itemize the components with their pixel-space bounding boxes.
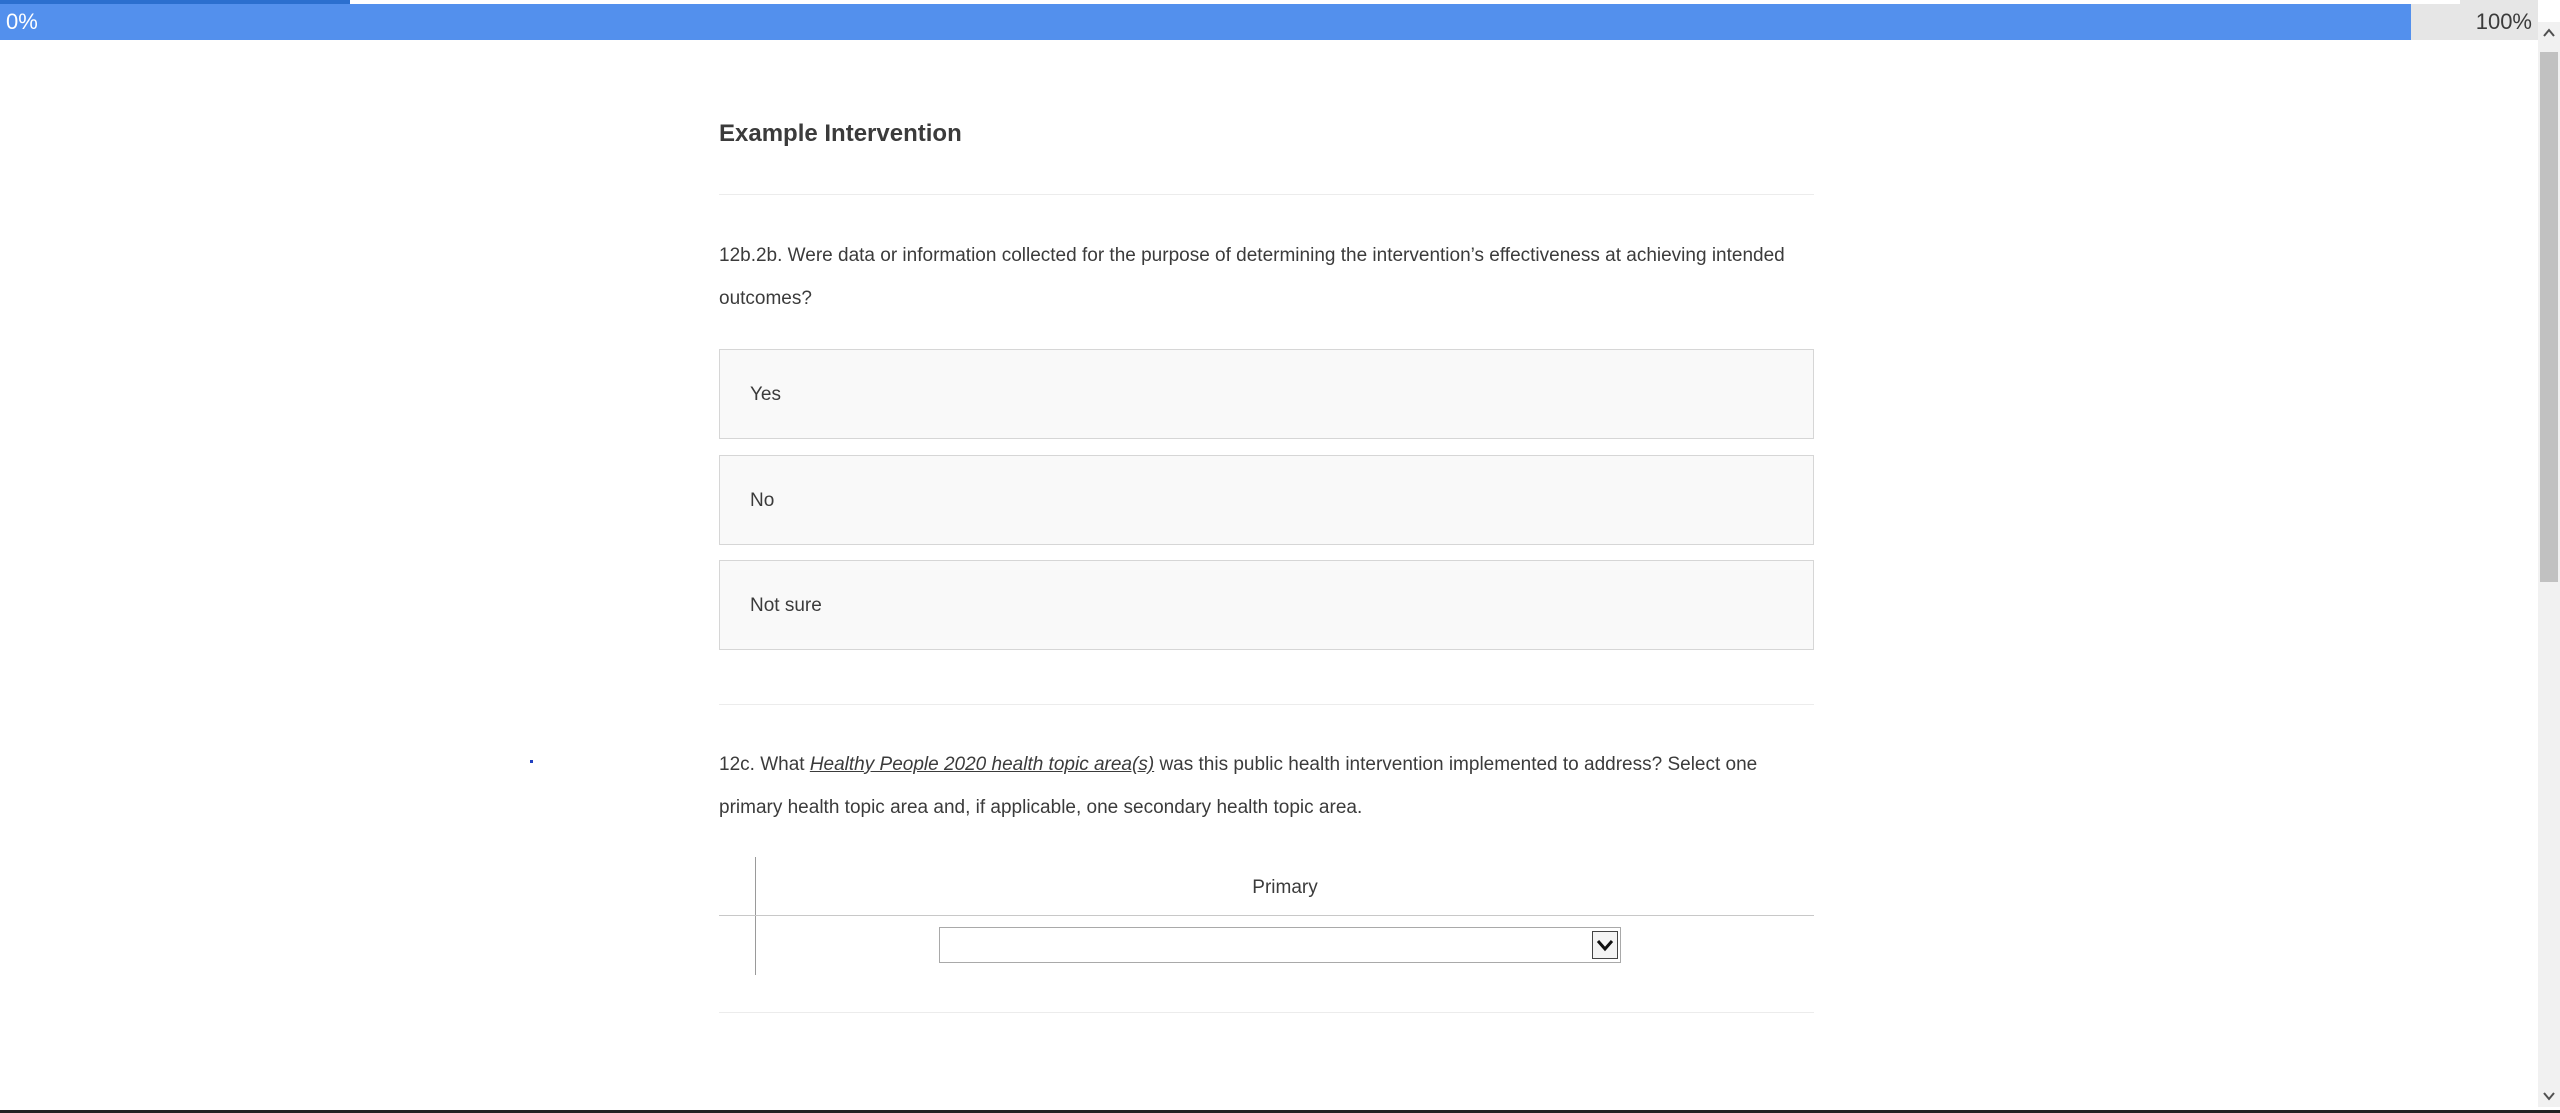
divider bbox=[719, 1012, 1814, 1013]
scroll-thumb[interactable] bbox=[2540, 52, 2558, 582]
progress-end-label: 100% bbox=[2475, 9, 2532, 34]
matrix-divider-horizontal bbox=[719, 915, 1814, 916]
choice-no[interactable] bbox=[719, 455, 1814, 545]
primary-topic-select[interactable] bbox=[939, 927, 1621, 963]
matrix-column-primary: Primary bbox=[1252, 877, 1318, 898]
divider bbox=[719, 194, 1814, 195]
choice-label: No bbox=[750, 490, 775, 511]
progress-bar bbox=[0, 0, 2538, 40]
chevron-up-icon bbox=[2542, 26, 2556, 40]
progress-fill bbox=[0, 4, 2411, 40]
scroll-down-button[interactable] bbox=[2538, 1085, 2560, 1107]
chevron-down-icon bbox=[1595, 937, 1615, 953]
question-12c-suffix: was this public health intervention implemented to address? Select one primary health topic area and, if applicable, one secondary health topic area. bbox=[719, 754, 1758, 818]
dropdown-button[interactable] bbox=[1592, 931, 1618, 959]
healthy-people-link[interactable]: Healthy People 2020 health topic area(s) bbox=[809, 754, 1155, 775]
divider bbox=[719, 704, 1814, 705]
page-title: Example Intervention bbox=[719, 120, 962, 147]
choice-yes[interactable] bbox=[719, 349, 1814, 439]
progress-start-label: 0% bbox=[6, 9, 38, 34]
question-12b2b-text: 12b.2b. Were data or information collected for the purpose of determining the intervention’s effectiveness at achieving intended outcomes? bbox=[719, 245, 1785, 309]
stray-dot bbox=[530, 760, 533, 763]
page-scrollbar[interactable] bbox=[2538, 22, 2560, 1107]
question-12c-text bbox=[719, 743, 1814, 829]
matrix-divider-vertical bbox=[755, 857, 756, 975]
choice-label: Not sure bbox=[750, 595, 822, 616]
scroll-up-button[interactable] bbox=[2538, 22, 2560, 44]
question-12c-prefix: 12c. What bbox=[719, 754, 810, 775]
choice-not-sure[interactable] bbox=[719, 560, 1814, 650]
choice-label: Yes bbox=[750, 384, 781, 405]
topic-matrix bbox=[719, 857, 1814, 975]
chevron-down-icon bbox=[2542, 1089, 2556, 1103]
